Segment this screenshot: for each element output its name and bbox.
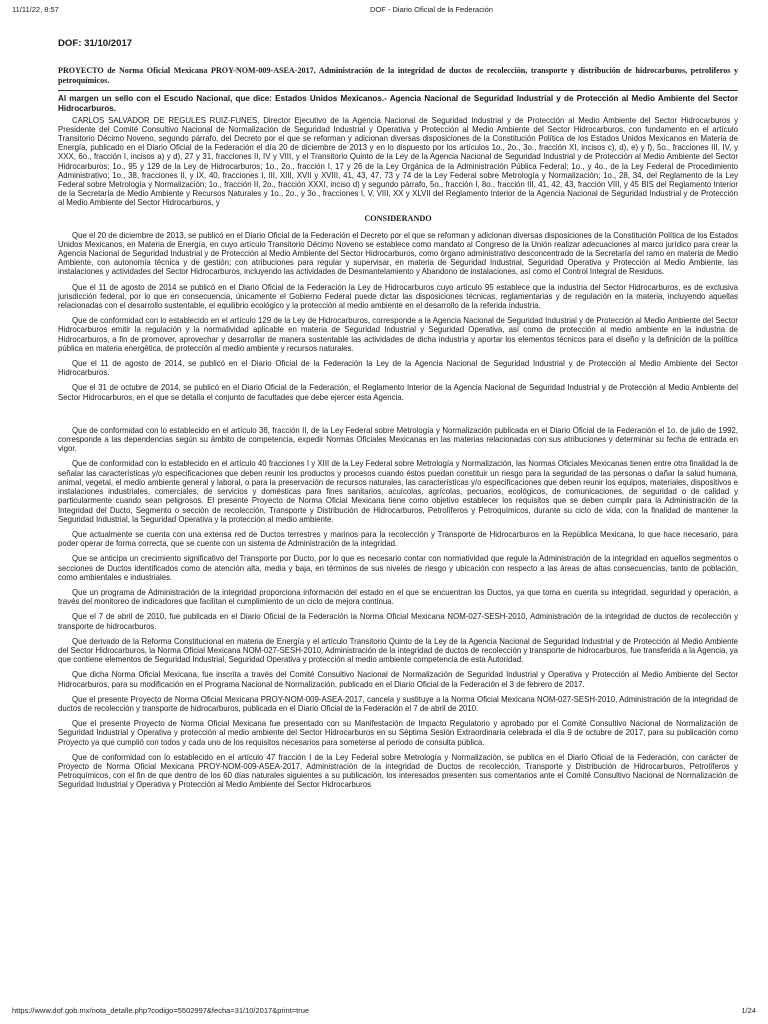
section-gap <box>58 408 738 426</box>
considerando-paragraph: Que de conformidad con lo establecido en el artículo 40 fracciones I y XIII de la Ley Federal sobre Metrología y Normalización, las Normas Oficiales Mexicanas tienen entre otra finalidad la de señalar las características y/o especificaciones que deben reunir los productos y procesos cuando éstos puedan constituir un riesgo para la seguridad de las personas o dañar la salud humana, animal, vegetal, el medio ambiente general y laboral, o para la preservación de recursos naturales, las características y/o especificaciones que deben reunir los equipos, materiales, dispositivos e instalaciones industriales, comerciales, de servicios y domésticas para fines sanitarios, acuícolas, agrícolas, pecuarios, ecológicos, de comunicaciones, de seguridad o de calidad y particularmente cuando sean peligrosos. El presente Proyecto de Norma Oficial Mexicana tiene como objetivo establecer los requisitos que se deben cumplir para la Administración de la Integridad del Ducto, Segmento o sección de recolección, Transporte y Distribución de Hidrocarburos, Petrolíferos y Petroquímicos, durante su ciclo de vida; con la finalidad de mantener la Seguridad Industrial, la Seguridad Operativa y la protección al medio ambiente. <box>58 459 738 524</box>
considerando-paragraph: Que el 11 de agosto de 2014, se publicó en el Diario Oficial de la Federación la Ley de la Agencia Nacional de Seguridad Industrial y de Protección al Medio Ambiente del Sector Hidrocarburos. <box>58 359 738 378</box>
considerando-paragraph: Que el 11 de agosto de 2014 se publicó en el Diario Oficial de la Federación la Ley de Hidrocarburos cuyo artículo 95 establece que la industria del Sector Hidrocarburos, es de exclusiva jurisdicción federal, por lo que en consecuencia, únicamente el Gobierno Federal puede dictar las disposiciones técnicas, reglamentarias y de regulación en la materia, incluyendo aquellas relacionadas con el desarrollo sustentable, el equilibrio ecológico y la protección al medio ambiente en el desarrollo de la referida industria. <box>58 282 738 311</box>
considerando-paragraph: Que dicha Norma Oficial Mexicana, fue inscrita a través del Comité Consultivo Nacional de Normalización de Seguridad Industrial y Operativa y Protección al Medio Ambiente del Sector Hidrocarburos, para su modificación en el Programa Nacional de Normalización, publicado en el Diario Oficial de la Federación el 3 de febrero de 2017. <box>58 670 738 689</box>
title-divider <box>58 90 738 91</box>
considerando-paragraph: Que el presente Proyecto de Norma Oficial Mexicana PROY-NOM-009-ASEA-2017, cancela y sustituye a la Norma Oficial Mexicana NOM-027-SESH-2010, Administración de la integridad de ductos de recolección y transporte de hidrocarburos, publicada en el Diario Oficial de la Federación el 7 de abril de 2010. <box>58 694 738 713</box>
considerando-paragraph: Que el 7 de abril de 2010, fue publicada en el Diario Oficial de la Federación la Norma Oficial Mexicana NOM-027-SESH-2010, Administración de la integridad de ductos de recolección y transporte de hidrocarburos. <box>58 612 738 631</box>
considerando-heading: CONSIDERANDO <box>364 213 432 223</box>
considerando-paragraph: Que se anticipa un crecimiento significativo del Transporte por Ducto, por lo que es necesario contar con normatividad que regule la Administración de la integridad en aquellos segmentos o secciones de Ductos identificados como de atención alta, media y baja, en términos de sus niveles de riesgo y ubicación con respecto a las áreas de altas consecuencias, tanto de población, como ambientales e industriales. <box>58 554 738 582</box>
considerando-paragraph: Que el presente Proyecto de Norma Oficial Mexicana fue presentado con su Manifestación de Impacto Regulatorio y aprobado por el Comité Consultivo Nacional de Normalización de Seguridad Industrial y Operativa y protección al medio ambiente del Sector Hidrocarburos en su Séptima Sesión Extraordinaria celebrada el día 9 de octubre de 2017, para su publicación como Proyecto ya que cumplió con todos y cada uno de los requisitos necesarios para someterse al periodo de consulta pública. <box>58 719 738 747</box>
project-title: PROYECTO de Norma Oficial Mexicana PROY-NOM-009-ASEA-2017, Administración de la integridad de ductos de recolección, transporte y distribución de hidrocarburos, petrolíferos y petroquímicos. <box>58 66 738 86</box>
sello-paragraph: Al margen un sello con el Escudo Nacional, que dice: Estados Unidos Mexicanos.- Agencia Nacional de Seguridad Industrial y de Protección al Medio Ambiente del Sector Hidrocarburos. <box>58 94 738 113</box>
considerando-paragraph: Que actualmente se cuenta con una extensa red de Ductos terrestres y marinos para la recolección y Transporte de Hidrocarburos en la República Mexicana, lo que hace necesario, para poder operar de forma correcta, que se cuente con un sistema de Administración de la integridad. <box>58 529 738 549</box>
considerando-paragraph: Que derivado de la Reforma Constitucional en materia de Energía y el artículo Transitorio Quinto de la Ley de la Agencia Nacional de Seguridad Industrial y de Protección al Medio Ambiente del Sector Hidrocarburos, la Norma Oficial Mexicana NOM-027-SESH-2010, Administración de la integridad de ductos de recolección y transporte de hidrocarburos, fue transferida a la Agencia, ya que contiene elementos de Seguridad Industrial, Seguridad Operativa y protección al medio ambiente competencia de esta Autoridad. <box>58 636 738 665</box>
considerando-paragraph: Que de conformidad con lo establecido en el artículo 129 de la Ley de Hidrocarburos, corresponde a la Agencia Nacional de Seguridad Industrial y de Protección al Medio Ambiente del Sector Hidrocarburos emitir la regulación y la normatividad aplicable en materia de Seguridad Industrial y Seguridad Operativa, así como de protección al medio ambiente en la industria de Hidrocarburos, a fin de promover, aprovechar y desarrollar de manera sustentable las actividades de dicha industria y aportar los elementos técnicos para el diseño y la definición de la política pública en materia energética, de protección al medio ambiente y recursos naturales. <box>58 316 738 353</box>
print-page-title: DOF - Diario Oficial de la Federación <box>370 5 493 14</box>
page-url-link[interactable]: https://www.dof.gob.mx/nota_detalle.php?codigo=5502997&fecha=31/10/2017&print=true <box>12 1006 310 1015</box>
considerando-paragraph: Que de conformidad con lo establecido en el artículo 47 fracción I de la Ley Federal sobre Metrología y Normalización, se publica en el Diario Oficial de la Federación, con carácter de Proyecto de Norma Oficial Mexicana PROY-NOM-009-ASEA-2017, Administración de la integridad de Ductos de recolección, Transporte y Distribución de Hidrocarburos, Petrolíferos y Petroquímicos, con el fin de que dentro de los 60 días naturales siguientes a su publicación, los interesados presenten sus comentarios ante el Comité Consultivo Nacional de Normalización de Seguridad Industrial y Operativa y Protección al Medio Ambiente del Sector Hidrocarburos <box>58 752 738 790</box>
print-header <box>12 5 756 19</box>
considerando-paragraph: Que el 20 de diciembre de 2013, se publicó en el Diario Oficial de la Federación el Decreto por el que se reforman y adicionan diversas disposiciones de la Constitución Política de los Estados Unidos Mexicanos, en Materia de Energía, en cuyo artículo Transitorio Décimo Noveno se establece como mandato al Congreso de la Unión realizar adecuaciones al marco jurídico para crear la Agencia Nacional de Seguridad Industrial y de Protección al Medio Ambiente del Sector Hidrocarburos, como órgano administrativo desconcentrado de la Secretaría del ramo en materia de Medio Ambiente, con autonomía técnica y de gestión; con atribuciones para regular y supervisar, en materia de Seguridad Industrial, Seguridad Operativa y Protección al Medio Ambiente, las instalaciones y actividades del Sector Hidrocarburos, incluyendo las actividades de Desmantelamiento y Abandono de instalaciones, así como el Control Integral de Residuos. <box>58 230 738 277</box>
considerando-paragraph: Que un programa de Administración de la integridad proporciona información del estado en el que se encuentran los Ductos, ya que toma en cuenta su integridad, seguridad y operación, a través del monitoreo de indicadores que facilitan el cumplimiento de un ciclo de mejora continua. <box>58 587 738 607</box>
considerando-paragraph: Que el 31 de octubre de 2014, se publicó en el Diario Oficial de la Federación, el Reglamento Interior de la Agencia Nacional de Seguridad Industrial y de Protección al Medio Ambiente del Sector Hidrocarburos, en el que se detalla el conjunto de facultades que debe ejercer esta Agencia. <box>58 383 738 402</box>
dof-date-line: DOF: 31/10/2017 <box>58 38 133 49</box>
considerando-paragraph: Que de conformidad con lo establecido en el artículo 38, fracción II, de la Ley Federal sobre Metrología y Normalización publicada en el Diario Oficial de la Federación el 1o. de julio de 1992, corresponde a las dependencias según su ámbito de competencia, expedir Normas Oficiales Mexicanas en las materias relacionadas con sus atribuciones y determinar su fecha de entrada en vigor. <box>58 425 738 454</box>
print-datetime: 11/11/22, 8:57 <box>12 5 59 14</box>
preamble-paragraph: CARLOS SALVADOR DE REGULES RUIZ-FUNES, Director Ejecutivo de la Agencia Nacional de Seguridad Industrial y de Protección al Medio Ambiente del Sector Hidrocarburos y Presidente del Comité Consultivo Nacional de Normalización de Seguridad Industrial y Operativa y Protección al Medio Ambiente del Sector Hidrocarburos, con fundamento en el artículo Transitorio Décimo Noveno, segundo párrafo, del Decreto por el que se reforman y adicionan diversas disposiciones de la Constitución Política de los Estados Unidos Mexicanos en Materia de Energía, publicado en el Diario Oficial de la Federación el día 20 de diciembre de 2013 y en lo dispuesto por los artículos 1o., 2o., 3o., fracción XI, incisos c), d), e) y f), 5o., fracciones III, IV, y XXX, 6o., fracción I, incisos a) y d), 27 y 31, fracciones II, IV y VIII, y el Transitorio Quinto de la Ley de la Agencia Nacional de Seguridad Industrial y de Protección al Medio Ambiente del Sector Hidrocarburos; 1o., 95 y 129 de la Ley de Hidrocarburos; 1o., 2o., fracción I, 17 y 26 de la Ley Orgánica de la Administración Pública Federal; 1o., y 4o., de la Ley Federal de Procedimiento Administrativo; 1o., 38, fracciones II, y IX, 40, fracciones I, III, XIII, XVII y XVIII, 41, 43, 47, 73 y 74 de la Ley Federal sobre Metrología y Normalización; 1o., 28, 34, del Reglamento de la Ley Federal sobre Metrología y Normalización; 1o., fracción II, 2o., fracción XXXI, inciso d) y segundo párrafo, 5o., fracción I, 8o., fracción III, 41, 42, 43, fracción VIII, y 45 BIS del Reglamento Interior de la Secretaría de Medio Ambiente y Recursos Naturales y 1o., 2o., y 3o., fracciones I, V, VIII, XX y XLVII del Reglamento Interior de la Agencia Nacional de Seguridad Industrial y de Protección al Medio Ambiente del Sector Hidrocarburos, y <box>58 115 738 208</box>
page-number: 1/24 <box>741 1006 756 1015</box>
document-body <box>58 38 738 796</box>
print-footer <box>12 1006 756 1018</box>
